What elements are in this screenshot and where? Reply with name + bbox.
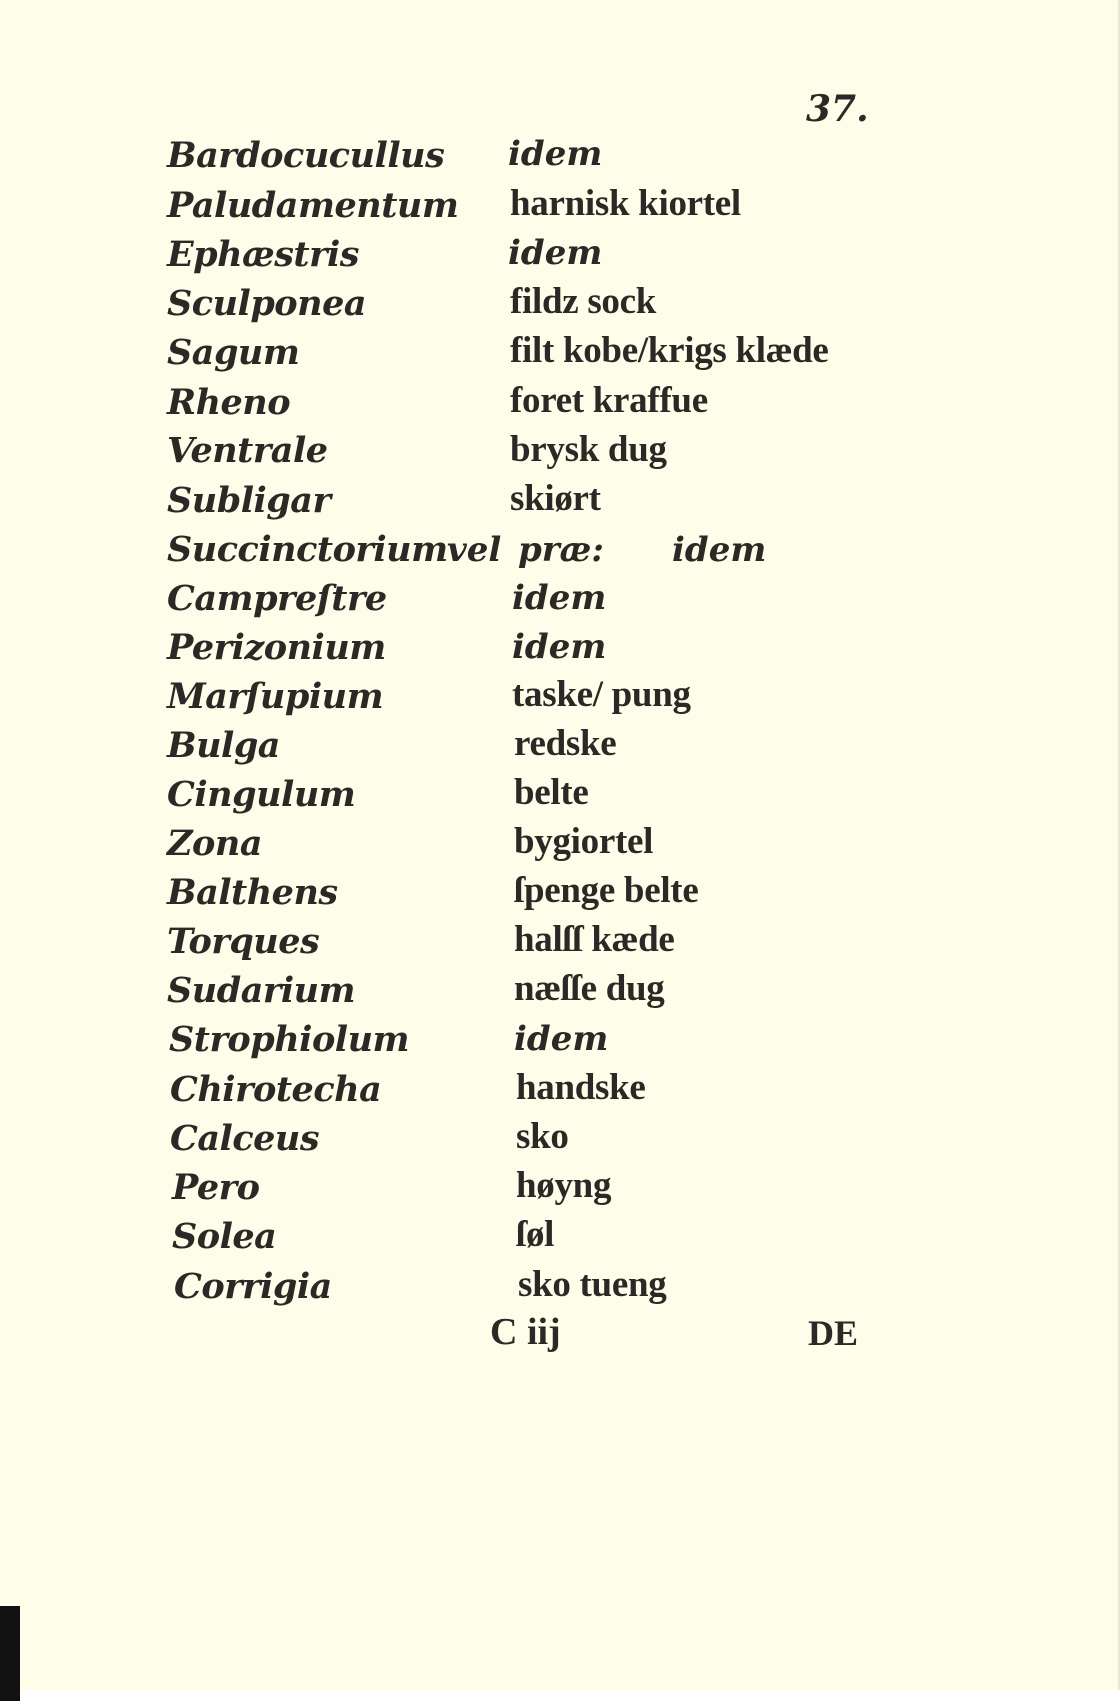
latin-term: Campreſtre [167,578,387,619]
danish-term: idem [508,134,603,174]
danish-term: redske [514,723,617,764]
signature-mark: C iij [490,1311,561,1353]
page-number: 37. [806,88,869,130]
latin-term: Perizonium [167,627,386,668]
latin-term: Sudarium [167,970,356,1011]
latin-term: Succinctorium [167,529,448,570]
latin-term: Corrigia [174,1266,332,1307]
danish-term: idem [512,627,607,667]
latin-term: Ephæstris [167,234,360,275]
danish-term: bygiortel [514,821,654,862]
latin-term: Torques [167,921,320,962]
danish-term: taske/ pung [512,674,691,715]
danish-term: brysk dug [510,429,667,470]
danish-term: handske [516,1067,646,1108]
latin-term: Chirotecha [170,1069,382,1110]
danish-term: fildz sock [510,281,657,322]
danish-term: harnisk kiortel [510,183,741,224]
danish-term: præ: [518,530,604,570]
danish-term: filt kobe/krigs klæde [510,330,829,371]
latin-term: Sagum [167,332,300,373]
latin-term: Strophiolum [169,1019,410,1060]
scan-edge-shadow [0,1606,20,1701]
latin-term: Balthens [167,872,338,913]
page-bottom-margin [0,1690,1120,1701]
latin-term: Cingulum [167,774,356,815]
latin-term: Solea [172,1216,277,1257]
latin-term: Bulga [167,725,280,766]
danish-term: sko tueng [518,1264,667,1305]
latin-term: Marſupium [167,676,384,717]
catchword: DE [808,1313,859,1353]
latin-term: Ventrale [167,430,328,471]
danish-term: idem [512,578,607,618]
danish-term: ſøl [516,1214,555,1255]
danish-term: belte [514,772,589,813]
latin-term: Sculponea [167,283,367,324]
latin-term: Pero [172,1167,260,1208]
latin-term: Subligar [167,480,331,521]
succinctorium-extra: idem [672,530,767,570]
latin-term: Rheno [167,382,291,423]
danish-term: halſſ kæde [514,919,675,960]
danish-term: høyng [516,1165,612,1206]
vel-label: vel [447,530,502,570]
danish-term: idem [514,1019,609,1059]
latin-term: Calceus [170,1118,320,1159]
danish-term: ſpenge belte [514,870,699,911]
latin-term: Paludamentum [167,185,459,226]
latin-term: Bardocucullus [167,135,445,176]
danish-term: idem [508,233,603,273]
danish-term: sko [516,1116,569,1157]
danish-term: skiørt [510,478,601,519]
danish-term: foret kraffue [510,380,708,421]
danish-term: næſſe dug [514,968,665,1009]
latin-term: Zona [167,823,263,864]
